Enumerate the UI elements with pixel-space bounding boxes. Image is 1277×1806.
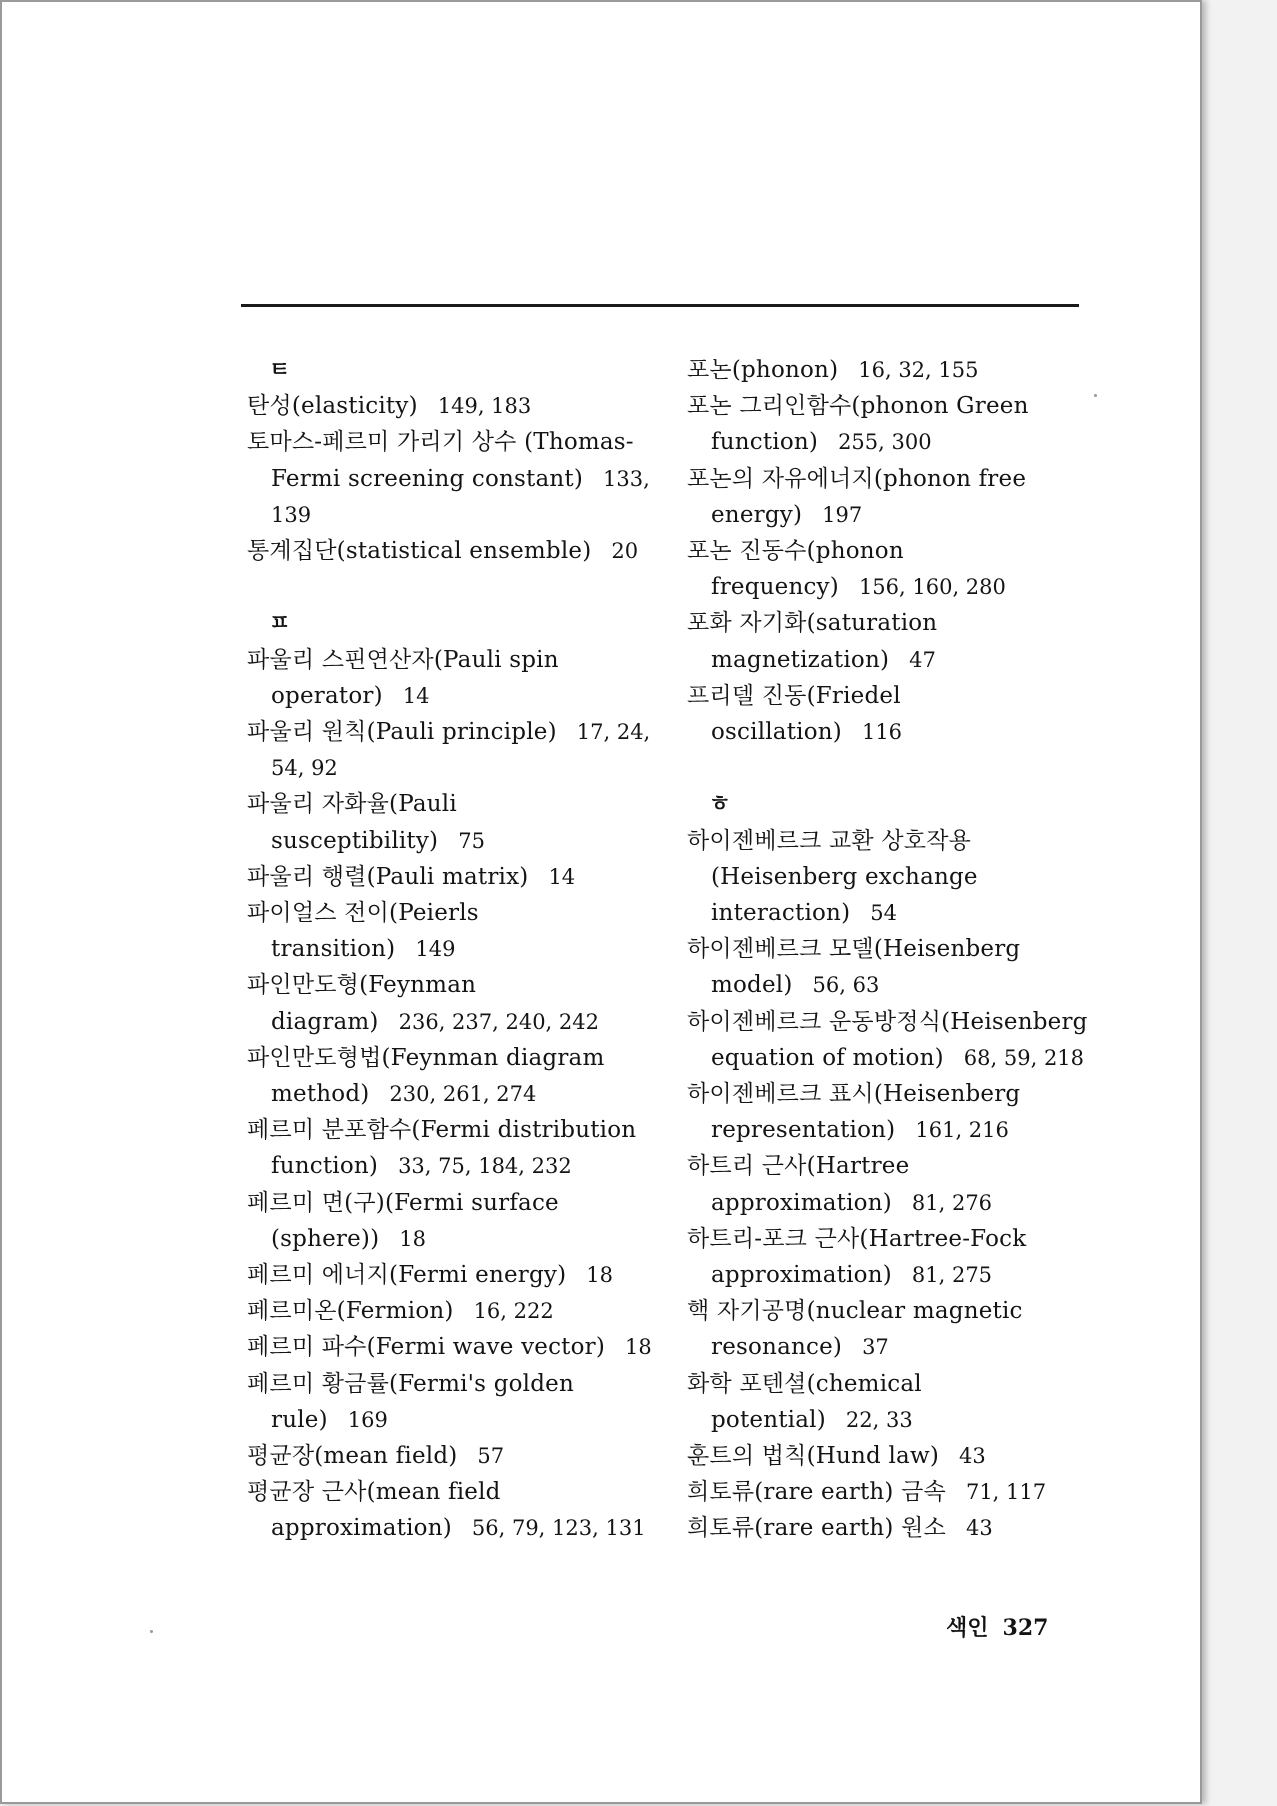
index-term: 페르미온(Fermion): [247, 1298, 454, 1325]
index-page-refs: 22, 33: [845, 1407, 913, 1432]
index-entry: [247, 1112, 657, 1184]
t-entry-list: [247, 388, 657, 569]
section-heading-h: ㅎ: [709, 791, 731, 818]
index-entry: [247, 786, 657, 858]
section-gap: [247, 569, 657, 605]
index-page-refs: 18: [399, 1226, 427, 1251]
index-term: 포논 진동수(phonon frequency): [687, 538, 904, 601]
index-entry: [687, 1366, 1092, 1438]
index-entry: [247, 895, 657, 967]
index-page-refs: 14: [402, 683, 430, 708]
index-term: 하이젠베르크 교환 상호작용(Heisenberg exchange interaction): [687, 827, 978, 927]
index-term: 페르미 분포함수(Fermi distribution function): [247, 1117, 637, 1180]
index-page-refs: 43: [959, 1444, 986, 1469]
header-rule: [241, 304, 1079, 307]
index-term: 포화 자기화(saturation magnetization): [687, 610, 938, 673]
index-entry: [687, 1076, 1092, 1148]
index-term: 하트리 근사(Hartree approximation): [687, 1153, 910, 1216]
index-term: 평균장(mean field): [247, 1443, 458, 1470]
index-term: 포논 그리인함수(phonon Green function): [687, 393, 1029, 456]
index-page-refs: 16, 32, 155: [858, 358, 979, 382]
index-entry: [687, 461, 1092, 533]
index-page-refs: 14: [548, 864, 576, 889]
index-entry: [687, 1293, 1092, 1365]
index-term: 포논(phonon): [687, 357, 839, 383]
index-page-refs: 54: [870, 901, 897, 926]
p-entry-list: [247, 642, 657, 1547]
index-entry: [247, 388, 657, 424]
index-page-refs: 116: [861, 720, 903, 745]
index-entry: [247, 533, 657, 569]
index-term: 페르미 에너지(Fermi energy): [247, 1262, 567, 1289]
index-entry: [247, 1366, 657, 1438]
index-page-refs: 81, 275: [911, 1263, 993, 1288]
index-page-refs: 57: [477, 1444, 505, 1469]
index-entry: [687, 1474, 1092, 1510]
p-entry-list-continued: [687, 352, 1092, 750]
index-entry: [687, 388, 1092, 460]
index-entry: [247, 1329, 657, 1365]
index-entry: [247, 1438, 657, 1474]
index-term: 포논의 자유에너지(phonon free energy): [687, 465, 1027, 528]
footer-label: 색인: [946, 1615, 989, 1641]
index-entry: [687, 678, 1092, 750]
index-page-refs: 17, 24, 54, 92: [271, 719, 651, 781]
index-term: 토마스-페르미 가리기 상수 (Thomas-Fermi screening constant): [247, 429, 634, 492]
index-page-refs: 156, 160, 280: [858, 575, 1006, 600]
h-entry-list: [687, 823, 1092, 1547]
index-term: 훈트의 법칙(Hund law): [687, 1443, 940, 1470]
index-entry: [687, 605, 1092, 677]
index-page-refs: 81, 276: [911, 1190, 993, 1215]
index-term: 페르미 황금률(Fermi's golden rule): [247, 1370, 574, 1433]
index-page-refs: 230, 261, 274: [389, 1082, 537, 1107]
section-gap: [687, 750, 1092, 786]
index-page-refs: 18: [625, 1335, 652, 1360]
index-entry: [687, 931, 1092, 1003]
index-term: 하이젠베르크 운동방정식(Heisenberg equation of motion): [687, 1008, 1088, 1071]
index-entry: [687, 1148, 1092, 1220]
index-page-refs: 20: [611, 539, 639, 563]
index-term: 하트리-포크 근사(Hartree-Fock approximation): [687, 1225, 1027, 1289]
page-number: 327: [1002, 1615, 1049, 1641]
index-entry: [687, 352, 1092, 388]
index-entry: [247, 1474, 657, 1546]
index-page-refs: 16, 222: [473, 1299, 554, 1324]
index-term: 페르미 면(구)(Fermi surface (sphere)): [247, 1189, 559, 1252]
section-heading-p: ㅍ: [269, 610, 291, 637]
index-entry: [687, 1004, 1092, 1076]
index-entry: [247, 642, 657, 714]
index-page-refs: 75: [458, 828, 485, 853]
index-term: 하이젠베르크 모델(Heisenberg model): [687, 936, 1021, 999]
index-page-refs: 47: [909, 647, 936, 672]
index-term: 파이얼스 전이(Peierls transition): [247, 900, 479, 963]
index-term: 희토류(rare earth) 원소: [687, 1515, 946, 1542]
index-term: 하이젠베르크 표시(Heisenberg representation): [687, 1081, 1021, 1144]
page-footer: [946, 1611, 1048, 1642]
index-term: 평균장 근사(mean field approximation): [247, 1479, 501, 1542]
index-page-refs: 236, 237, 240, 242: [398, 1009, 599, 1034]
index-page-refs: 18: [586, 1263, 614, 1288]
index-term: 프리델 진동(Friedel oscillation): [687, 682, 901, 746]
index-term: 파울리 스핀연산자(Pauli spin operator): [247, 646, 559, 709]
index-entry: [247, 1040, 657, 1112]
index-page-refs: 161, 216: [915, 1118, 1009, 1143]
index-term: 희토류(rare earth) 금속: [687, 1479, 946, 1506]
index-page-refs: 33, 75, 184, 232: [398, 1154, 572, 1179]
index-page-refs: 37: [862, 1335, 889, 1360]
right-column: [687, 352, 1092, 1547]
index-entry: [247, 859, 657, 895]
index-term: 페르미 파수(Fermi wave vector): [247, 1334, 606, 1361]
left-column: [247, 352, 657, 1547]
index-term: 화학 포텐셜(chemical potential): [687, 1370, 922, 1433]
index-page-refs: 197: [822, 502, 863, 527]
index-entry: [687, 823, 1092, 932]
index-page-refs: 133, 139: [271, 466, 650, 527]
index-term: 핵 자기공명(nuclear magnetic resonance): [687, 1298, 1023, 1361]
index-entry: [247, 967, 657, 1039]
index-page-refs: 255, 300: [838, 430, 932, 455]
index-entry: [687, 1221, 1092, 1293]
section-heading-t: ㅌ: [269, 357, 291, 383]
index-page-refs: 56, 63: [812, 973, 880, 998]
index-term: 탄성(elasticity): [247, 393, 418, 420]
speck-mark: [150, 1630, 153, 1633]
index-term: 파울리 원칙(Pauli principle): [247, 718, 557, 745]
index-term: 파울리 자화율(Pauli susceptibility): [247, 791, 457, 854]
index-term: 통계집단(statistical ensemble): [247, 538, 592, 564]
index-page-refs: 56, 79, 123, 131: [471, 1516, 646, 1541]
index-entry: [687, 1438, 1092, 1474]
index-term: 파울리 행렬(Pauli matrix): [247, 863, 529, 890]
index-entry: [687, 533, 1092, 605]
index-term: 파인만도형(Feynman diagram): [247, 972, 477, 1035]
index-page-refs: 71, 117: [965, 1480, 1047, 1505]
index-term: 파인만도형법(Feynman diagram method): [247, 1044, 605, 1108]
index-entry: [247, 714, 657, 786]
index-page-refs: 149, 183: [437, 394, 532, 419]
index-page-refs: 169: [347, 1407, 388, 1432]
index-page-refs: 149: [415, 937, 456, 962]
speck-mark: [1094, 394, 1097, 397]
index-entry: [247, 1257, 657, 1293]
index-entry: [247, 1293, 657, 1329]
index-entry: [247, 424, 657, 533]
index-entry: [247, 1185, 657, 1257]
index-page-refs: 43: [965, 1516, 993, 1541]
index-page-refs: 68, 59, 218: [963, 1045, 1085, 1070]
index-entry: [687, 1510, 1092, 1546]
